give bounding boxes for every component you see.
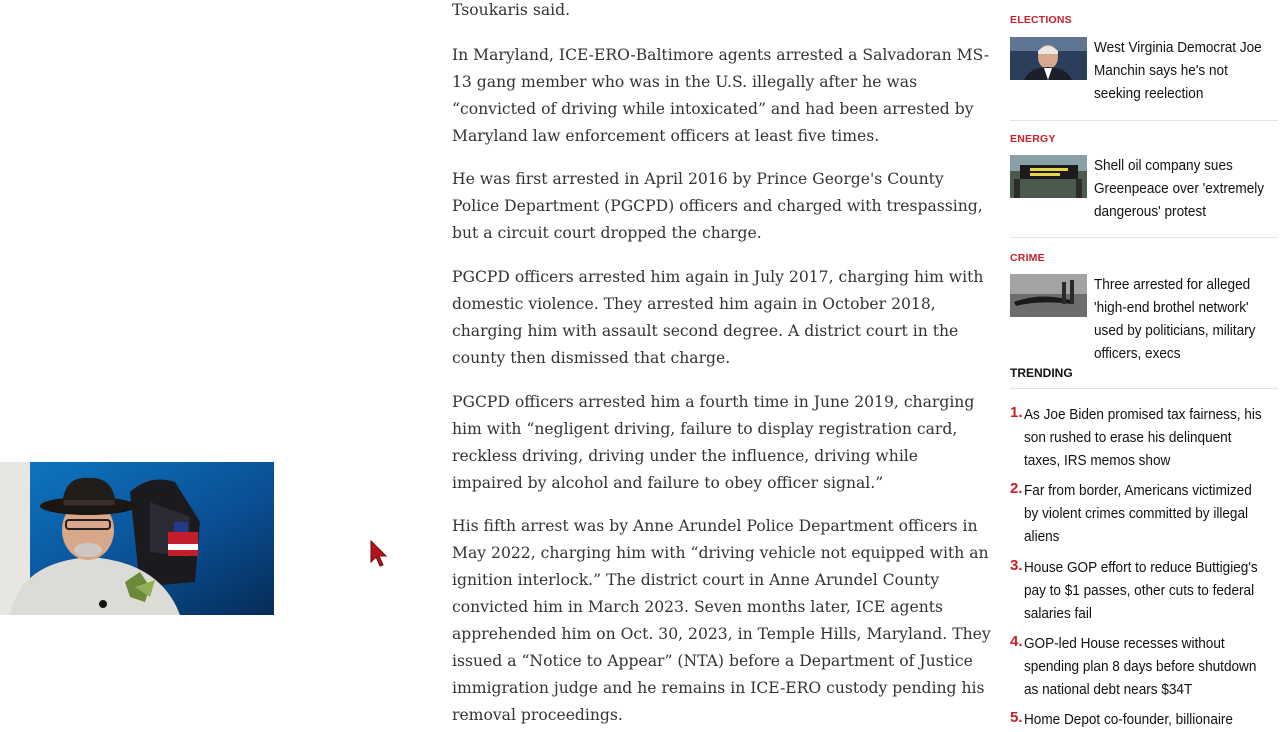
divider bbox=[1010, 120, 1278, 121]
divider bbox=[1010, 388, 1278, 389]
mouse-cursor-icon bbox=[370, 540, 390, 568]
trending-headline[interactable]: As Joe Biden promised tax fairness, his son rushed to erase his delinquent taxes, IRS memos show bbox=[1024, 407, 1262, 469]
story-headline[interactable]: West Virginia Democrat Joe Manchin says he's not seeking reelection bbox=[1094, 40, 1262, 102]
article-paragraph: PGCPD officers arrested him again in July 2017, charging him with domestic violence. They arrested him again in October 2018, charging him with assault second degree. A district court in the county then dismissed that charge. bbox=[452, 268, 984, 367]
article-paragraph: PGCPD officers arrested him a fourth time in June 2019, charging him with “negligent driving, failure to display registration card, reckless driving, driving under the influence, driving while impaired by alcohol and failure to obey officer signal.” bbox=[452, 393, 975, 492]
trending-number: 4. bbox=[1010, 633, 1023, 650]
trending-headline[interactable]: GOP-led House recesses without spending plan 8 days before shutdown as national debt nears $34T bbox=[1024, 636, 1257, 698]
story-thumbnail[interactable] bbox=[1010, 274, 1087, 317]
story-thumbnail[interactable] bbox=[1010, 37, 1087, 80]
trending-headline[interactable]: House GOP effort to reduce Buttigieg's pay to $1 passes, other cuts to federal salaries fail bbox=[1024, 560, 1258, 622]
story-headline[interactable]: Shell oil company sues Greenpeace over 'extremely dangerous' protest bbox=[1094, 158, 1265, 220]
story-category[interactable]: ELECTIONS bbox=[1010, 14, 1072, 26]
trending-number: 2. bbox=[1010, 480, 1023, 497]
trending-headline[interactable]: Far from border, Americans victimized by violent crimes committed by illegal aliens bbox=[1024, 483, 1252, 545]
story-thumbnail[interactable] bbox=[1010, 155, 1087, 198]
trending-number: 5. bbox=[1010, 709, 1023, 726]
story-category[interactable]: ENERGY bbox=[1010, 133, 1056, 145]
story-category[interactable]: CRIME bbox=[1010, 252, 1045, 264]
article-paragraph: His fifth arrest was by Anne Arundel Police Department officers in May 2022, charging him with “driving vehicle not equipped with an ignition interlock.” The district court in Anne Arundel County convicted him in March 2023. Seven months later, ICE agents apprehended him on Oct. 30, 2023, in Temple Hills, Maryland. They issued a “Notice to Appear” (NTA) before a Department of Justice immigration judge and he remains in ICE-ERO custody pending his removal proceedings. bbox=[452, 517, 991, 724]
trending-headline[interactable]: Home Depot co-founder, billionaire bbox=[1024, 712, 1233, 728]
trending-number: 1. bbox=[1010, 404, 1023, 421]
article-paragraph: Tsoukaris said. bbox=[452, 1, 571, 19]
article-paragraph: He was first arrested in April 2016 by Prince George's County Police Department (PGCPD) officers and charged with trespassing, but a circuit court dropped the charge. bbox=[452, 170, 983, 242]
article-paragraph: In Maryland, ICE-ERO-Baltimore agents arrested a Salvadoran MS-13 gang member who was in the U.S. illegally after he was “convicted of driving while intoxicated” and had been arrested by Maryland law enforcement officers at least five times. bbox=[452, 46, 990, 145]
trending-title: TRENDING bbox=[1010, 366, 1073, 380]
story-headline[interactable]: Three arrested for alleged 'high-end brothel network' used by politicians, military officers, execs bbox=[1094, 277, 1256, 362]
webcam-overlay bbox=[0, 462, 274, 615]
webcam-image bbox=[0, 462, 274, 615]
divider bbox=[1010, 237, 1278, 238]
trending-number: 3. bbox=[1010, 557, 1023, 574]
